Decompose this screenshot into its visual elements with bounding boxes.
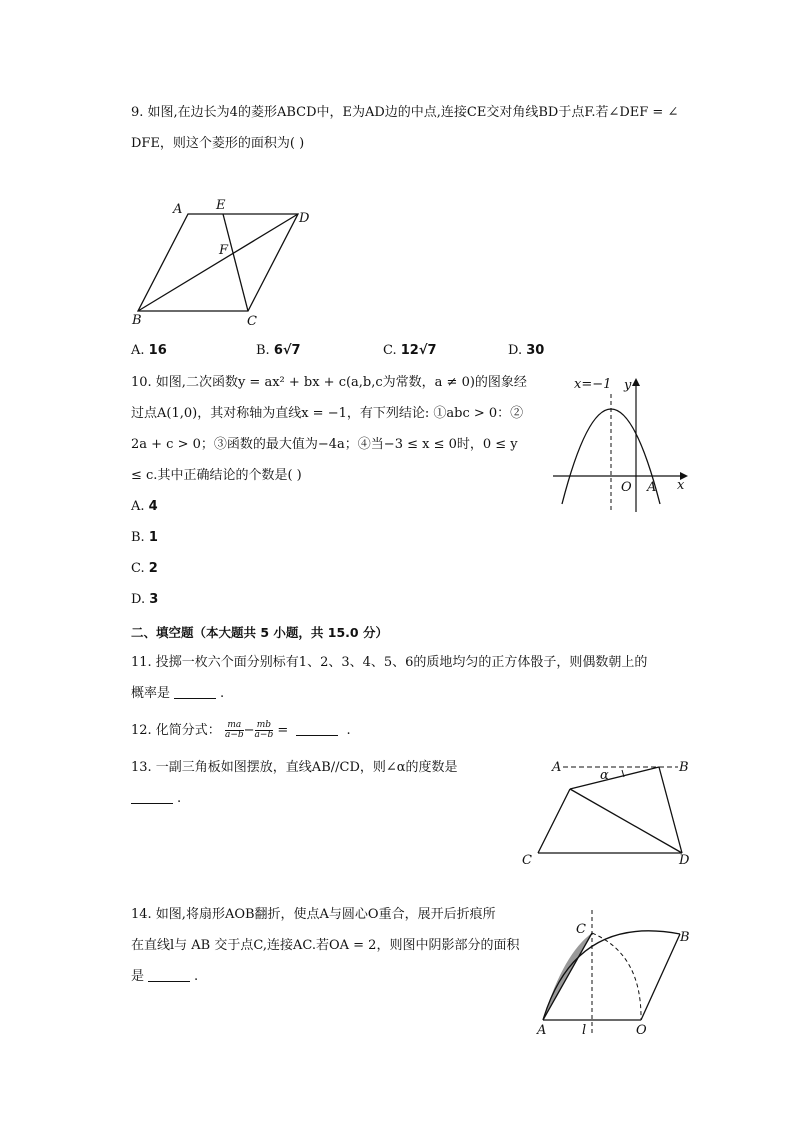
q10-option-c[interactable]: C. 2 — [131, 561, 158, 576]
q10-option-d[interactable]: D. 3 — [131, 592, 159, 607]
q13-stem-line2: . — [131, 790, 181, 808]
label-e: E — [216, 198, 226, 213]
q11-answer-blank[interactable] — [174, 686, 216, 699]
q9-stem-line1: 9. 如图,在边长为4的菱形ABCD中，E为AD边的中点,连接CE交对角线BD于点F.若∠DEF = ∠ — [131, 105, 679, 120]
label-symmetry: x=−1 — [574, 377, 612, 392]
q13-triangles-figure — [520, 755, 700, 867]
q13-answer-blank[interactable] — [131, 791, 173, 804]
triangle-right-edge — [659, 767, 682, 853]
label-d: D — [299, 211, 310, 226]
segment-ce — [223, 214, 248, 311]
q11-stem-line1: 11. 投掷一枚六个面分别标有1、2、3、4、5、6的质地均匀的正方体骰子，则偶数朝上的 — [131, 655, 648, 670]
q12-answer-blank[interactable] — [296, 723, 338, 736]
q10-stem-line2: 过点A(1,0)，其对称轴为直线x = −1，有下列结论: ①abc > 0：② — [131, 406, 524, 421]
q11-stem-line2: 概率是 . — [131, 686, 225, 701]
label-c: C — [247, 314, 257, 329]
label-b: B — [679, 760, 689, 775]
q10-stem-line1: 10. 如图,二次函数y = ax² + bx + c(a,b,c为常数，a ≠ 0)的图象经 — [131, 375, 527, 390]
q14-stem-line3: 是 . — [131, 969, 199, 984]
q9-stem-line2: DFE，则这个菱形的面积为( ) — [131, 136, 305, 151]
section-heading-fill-blank: 二、填空题（本大题共 5 小题，共 15.0 分） — [131, 625, 388, 640]
triangle-left-edge — [538, 789, 570, 853]
y-axis-arrow — [632, 378, 640, 386]
q14-stem-line2: 在直线l与 AB 交于点C,连接AC.若OA = 2，则图中阴影部分的面积 — [131, 938, 520, 953]
triangle-diagonal — [570, 789, 682, 853]
q14-sector-figure — [530, 906, 700, 1038]
q10-stem-line4: ≤ c.其中正确结论的个数是( ) — [131, 468, 302, 483]
folded-arc — [592, 933, 641, 1020]
label-a: A — [552, 760, 562, 775]
label-f: F — [219, 243, 229, 258]
radius-ob — [641, 934, 680, 1020]
q12-fraction-1: $\frac{ma}{a-b}$ — [224, 720, 244, 740]
q14-stem-line1: 14. 如图,将扇形AOB翻折，使点A与圆心O重合，展开后折痕所 — [131, 907, 496, 922]
label-l: l — [582, 1023, 587, 1038]
label-d: D — [679, 853, 690, 867]
label-a: A — [647, 480, 657, 495]
label-c: C — [522, 853, 532, 867]
label-o: O — [621, 480, 632, 495]
q9-option-c[interactable]: C. 12√7 — [383, 343, 437, 358]
label-c: C — [576, 922, 586, 937]
q10-option-a[interactable]: A. 4 — [131, 499, 158, 514]
diagonal-bd — [138, 214, 298, 311]
q10-option-b[interactable]: B. 1 — [131, 530, 158, 545]
q9-option-d[interactable]: D. 30 — [508, 343, 545, 358]
label-x: x — [677, 478, 685, 493]
chord-ac — [543, 933, 592, 1020]
q9-option-a[interactable]: A. 16 — [131, 343, 167, 358]
label-b: B — [132, 313, 142, 328]
label-o: O — [636, 1023, 647, 1038]
triangle-top-edge — [570, 767, 659, 789]
q10-parabola-figure — [550, 372, 690, 514]
q9-option-b[interactable]: B. 6√7 — [256, 343, 301, 358]
q9-rhombus-figure — [128, 196, 328, 332]
q12-fraction-2: $\frac{mb}{a-b}$ — [254, 720, 274, 740]
q12-stem: 12. 化简分式： $\frac{ma}{a-b}$ − $\frac{mb}{a-b}$ = . — [131, 720, 351, 740]
q10-stem-line3: 2a + c > 0；③函数的最大值为−4a；④当−3 ≤ x ≤ 0时，0 ≤ y — [131, 437, 518, 452]
q13-stem-line1: 13. 一副三角板如图摆放，直线AB//CD，则∠α的度数是 — [131, 760, 458, 775]
label-b: B — [680, 930, 690, 945]
q14-answer-blank[interactable] — [148, 969, 190, 982]
label-a: A — [537, 1023, 547, 1038]
label-a: A — [173, 202, 183, 217]
label-y: y — [624, 378, 632, 393]
label-alpha: α — [600, 768, 609, 783]
